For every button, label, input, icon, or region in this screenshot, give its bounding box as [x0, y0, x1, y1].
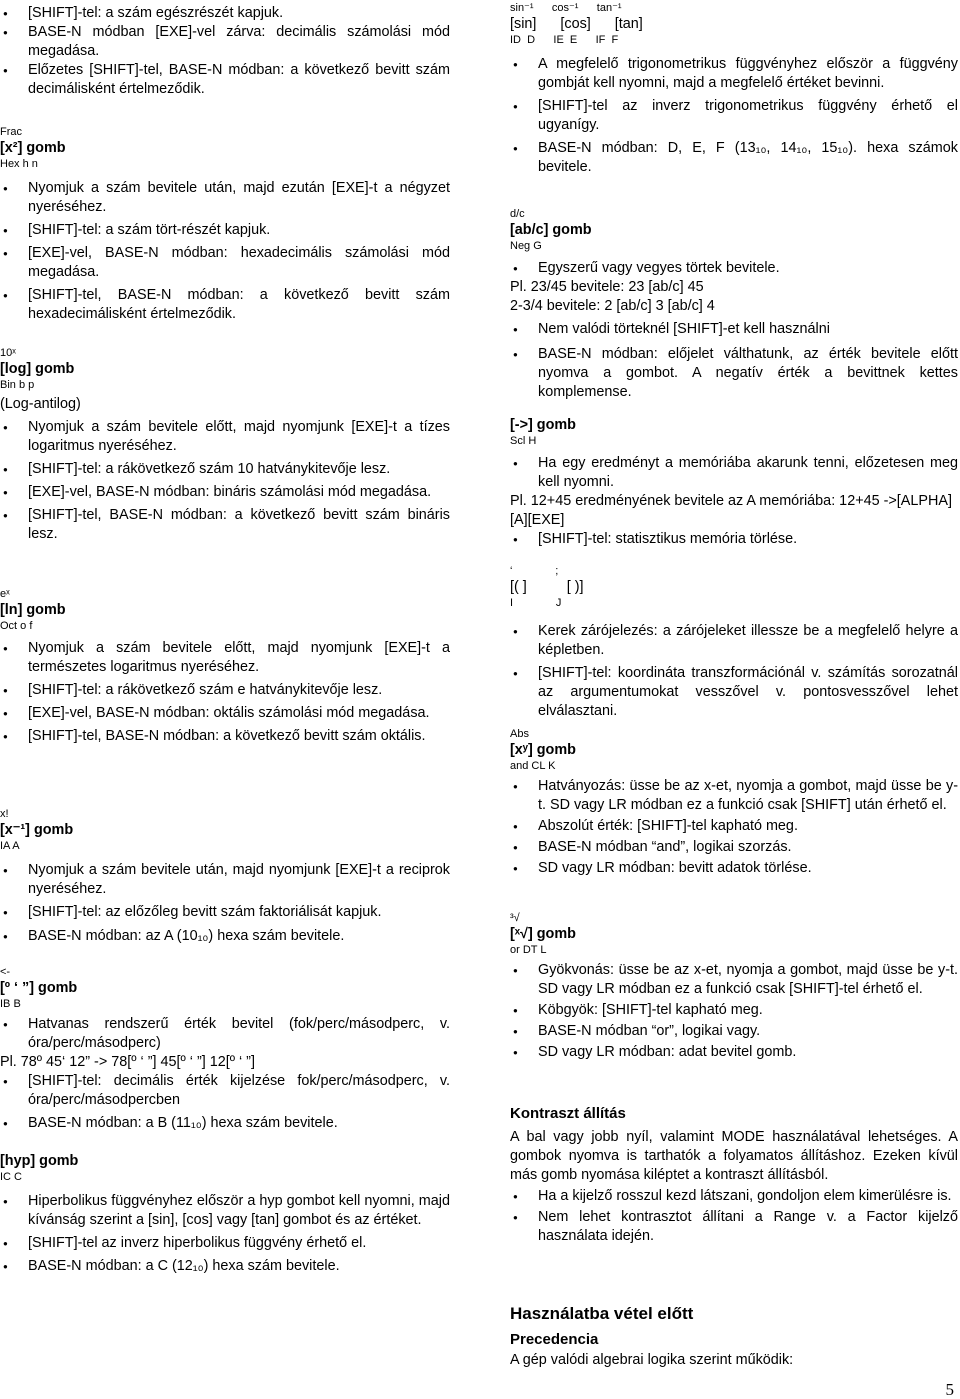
key-shift-label: <-: [0, 966, 11, 978]
degree-list-2: [0, 1072, 450, 1133]
list-item: ● SD vagy LR módban: adat bevitel gomb.: [510, 1043, 958, 1062]
root-list: [510, 961, 958, 1062]
list-item: ● BASE-N módban “and”, logikai szorzás.: [510, 838, 958, 857]
key-title: [xʸ] gomb: [510, 742, 576, 758]
list-item: ● Hatvanas rendszerű érték bevitel (fok/perc/másodperc, v. óra/perc/másodperc): [0, 1015, 450, 1053]
list-item: ● BASE-N módban: előjelet válthatunk, az érték bevitele előtt nyomva a gombot. A negatív érték a bevittnek kettes komplemense.: [510, 345, 958, 402]
list-item: ● Hiperbolikus függvényhez először a hyp gombot kell nyomni, majd kívánság szerint a [sin], [cos] vagy [tan] gombot és az értéket.: [0, 1192, 450, 1230]
key-shift-label: ³√: [510, 912, 520, 924]
list-item: ● Nyomjuk a szám bevitele előtt, majd nyomjunk [EXE]-t a tízes logaritmus nyeréséhez.: [0, 418, 450, 456]
section-subheading: Precedencia: [510, 1331, 599, 1348]
list-item: ● Előzetes [SHIFT]-tel, BASE-N módban: a következő bevitt szám decimálisként értelmeződik.: [0, 61, 450, 99]
trig-list: [510, 55, 958, 177]
list-item: ● Nyomjuk a szám bevitele után, majd nyomjunk [EXE]-t a reciprok nyeréséhez.: [0, 861, 450, 899]
list-item: ● BASE-N módban: D, E, F (13₁₀, 14₁₀, 15₁₀). hexa számok bevitele.: [510, 139, 958, 177]
list-item: ● [SHIFT]-tel: az előzőleg bevitt szám faktoriálisát kapjuk.: [0, 903, 450, 922]
list-item: ● Abszolút érték: [SHIFT]-tel kapható meg.: [510, 817, 958, 836]
list-item: ● BASE-N módban: a C (12₁₀) hexa szám bevitele.: [0, 1257, 450, 1276]
key-alpha-label: IB B: [0, 998, 21, 1010]
key-alpha-label: Scl H: [510, 435, 537, 447]
key-shift-label: Frac: [0, 126, 22, 138]
key-shift-label: sin⁻¹ cos⁻¹ tan⁻¹: [510, 2, 622, 14]
power-section: [510, 728, 958, 878]
usage-section: [510, 1304, 958, 1370]
key-alpha-label: IA A: [0, 840, 20, 852]
example-text: Pl. 23/45 bevitele: 23 [ab/c] 45: [510, 279, 704, 295]
list-item: ● Gyökvonás: üsse be az x-et, nyomja a gombot, majd üsse be y-t. SD vagy LR módban ez a funkció csak [SHIFT]-tel érhető el.: [510, 961, 958, 999]
list-item: ● [EXE]-vel, BASE-N módban: hexadecimális számolási mód megadása.: [0, 244, 450, 282]
ln-section: [0, 588, 450, 746]
list-item: ● [SHIFT]-tel, BASE-N módban: a következő bevitt szám oktális.: [0, 727, 450, 746]
list-item: ● [SHIFT]-tel: decimális érték kijelzése fok/perc/másodperc, v. óra/perc/másodpercben: [0, 1072, 450, 1110]
list-item: ● Nem lehet kontrasztot állítani a Range v. a Factor kijelző használata idején.: [510, 1208, 958, 1246]
fraction-list: [510, 259, 958, 278]
log-list: [0, 418, 450, 544]
list-item: ● [SHIFT]-tel, BASE-N módban: a következő bevitt szám hexadecimálisként értelmeződik.: [0, 286, 450, 324]
key-title: [hyp] gomb: [0, 1153, 79, 1169]
list-item: ● [SHIFT]-tel az inverz trigonometrikus függvény érhető el ugyanígy.: [510, 97, 958, 135]
root-section: [510, 912, 958, 1062]
arrow-list-2: [510, 530, 958, 549]
list-item: ● Egyszerű vagy vegyes törtek bevitele.: [510, 259, 958, 278]
key-title: [log] gomb: [0, 361, 75, 377]
list-item: ● BASE-N módban: az A (10₁₀) hexa szám bevitele.: [0, 927, 450, 946]
list-item: ● Nyomjuk a szám bevitele előtt, majd nyomjunk [EXE]-t a természetes logaritmus nyeréséhez.: [0, 639, 450, 677]
frac-list: [0, 179, 450, 324]
key-alpha-label: ID D IE E IF F: [510, 34, 619, 46]
log-section: [0, 347, 450, 544]
degree-section: [0, 966, 450, 1133]
list-item: ● [EXE]-vel, BASE-N módban: oktális számolási mód megadása.: [0, 704, 450, 723]
example-text: Pl. 12+45 eredményének bevitele az A memóriába: 12+45 ->[ALPHA][A][EXE]: [510, 493, 952, 528]
key-shift-label: d/c: [510, 208, 525, 220]
fraction-list-2: [510, 320, 958, 402]
key-title: [ab/c] gomb: [510, 222, 592, 238]
list-item: ● [SHIFT]-tel: a rákövetkező szám 10 hatványkitevője lesz.: [0, 460, 450, 479]
key-title: [ˣ√] gomb: [510, 926, 576, 942]
list-item: ● Hatványozás: üsse be az x-et, nyomja a gombot, majd üsse be y-t. SD vagy LR módban ez a funkció csak [SHIFT] után érhető el.: [510, 777, 958, 815]
list-item: ● Köbgyök: [SHIFT]-tel kapható meg.: [510, 1001, 958, 1020]
key-title: [ln] gomb: [0, 602, 66, 618]
page-number: 5: [945, 1380, 954, 1399]
list-item: ● [SHIFT]-tel: statisztikus memória törlése.: [510, 530, 958, 549]
section-paragraph: A gép valódi algebrai logika szerint működik:: [510, 1352, 794, 1368]
example-text: Pl. 78º 45‘ 12” -> 78[º ‘ ”] 45[º ‘ ”] 12[º ‘ ”]: [0, 1054, 255, 1070]
list-item: ● BASE-N módban [EXE]-vel zárva: decimális számolási mód megadása.: [0, 23, 450, 61]
list-item: ● BASE-N módban “or”, logikai vagy.: [510, 1022, 958, 1041]
list-item: ● Kerek zárójelezés: a zárójeleket illessze be a megfelelő helyre a képletben.: [510, 622, 958, 660]
power-list: [510, 777, 958, 878]
key-shift-label: eˣ: [0, 588, 10, 600]
fraction-key-section: [510, 208, 958, 402]
degree-list: [0, 1015, 450, 1053]
key-alpha-label: Hex h n: [0, 158, 38, 170]
list-item: ● [SHIFT]-tel: a szám egészrészét kapjuk.: [0, 4, 450, 23]
key-alpha-label: or DT L: [510, 944, 547, 956]
list-item: ● A megfelelő trigonometrikus függvényhez először a függvény gombját kell nyomni, majd a megfelelő értéket bevinni.: [510, 55, 958, 93]
hyp-section: [0, 1152, 450, 1276]
trig-section: [510, 2, 958, 177]
key-shift-label: 10ˣ: [0, 347, 16, 359]
key-alpha-label: Oct o f: [0, 620, 33, 632]
key-title: [( ] [ )]: [510, 579, 584, 595]
paren-list: [510, 622, 958, 721]
list-item: ● [SHIFT]-tel: a rákövetkező szám e hatványkitevője lesz.: [0, 681, 450, 700]
list-item: ● [SHIFT]-tel: a szám tört-részét kapjuk.: [0, 221, 450, 240]
paren-section: [510, 565, 958, 721]
key-alpha-label: and CL K: [510, 760, 556, 772]
key-title: [x²] gomb: [0, 140, 66, 156]
contrast-section: [510, 1104, 958, 1246]
key-alpha-label: IC C: [0, 1171, 22, 1183]
ln-list: [0, 639, 450, 746]
list-item: ● BASE-N módban: a B (11₁₀) hexa szám bevitele.: [0, 1114, 450, 1133]
inverse-section: [0, 808, 450, 946]
list-item: ● Ha a kijelző rosszul kezd látszani, gondoljon elem kimerülésre is.: [510, 1187, 958, 1206]
arrow-list: [510, 454, 958, 492]
key-shift-label: Abs: [510, 728, 529, 740]
key-shift-label: ‘ ;: [510, 565, 559, 577]
list-item: ● [SHIFT]-tel, BASE-N módban: a következő bevitt szám bináris lesz.: [0, 506, 450, 544]
list-item: ● SD vagy LR módban: bevitt adatok törlése.: [510, 859, 958, 878]
inverse-list: [0, 861, 450, 946]
section-heading: Használatba vétel előtt: [510, 1304, 694, 1323]
section-subtitle: (Log-antilog): [0, 396, 81, 412]
top-list: [0, 4, 450, 99]
list-item: ● [SHIFT]-tel: koordináta transzformációnál v. számítás sorozatnál az argumentumokat vesszővel v. pontosvesszővel lehet elválasztani.: [510, 664, 958, 721]
hyp-list: [0, 1192, 450, 1276]
key-shift-label: x!: [0, 808, 9, 820]
frac-section: [0, 126, 450, 324]
key-alpha-label: Neg G: [510, 240, 542, 252]
list-item: ● Ha egy eredményt a memóriába akarunk tenni, előzetesen meg kell nyomni.: [510, 454, 958, 492]
list-item: ● Nem valódi törteknél [SHIFT]-et kell használni: [510, 320, 958, 339]
key-title: [sin] [cos] [tan]: [510, 16, 643, 32]
key-title: [x⁻¹] gomb: [0, 822, 74, 838]
list-item: ● [SHIFT]-tel az inverz hiperbolikus függvény érhető el.: [0, 1234, 450, 1253]
list-item: ● [EXE]-vel, BASE-N módban: bináris számolási mód megadása.: [0, 483, 450, 502]
key-title: [º ‘ ”] gomb: [0, 980, 78, 996]
key-alpha-label: I J: [510, 597, 562, 609]
key-title: [->] gomb: [510, 417, 576, 433]
section-heading: Kontraszt állítás: [510, 1105, 626, 1122]
section-paragraph: A bal vagy jobb nyíl, valamint MODE használatával lehetséges. A gombok nyomva is tarthatók a folyamatos állításhoz. Ezeken kívül más gomb nyomása kiléptet a kontraszt állításból.: [510, 1129, 958, 1183]
key-alpha-label: Bin b p: [0, 379, 35, 391]
contrast-list: [510, 1187, 958, 1246]
top-list-block: [0, 4, 450, 99]
arrow-section: [510, 416, 958, 549]
example-text: 2-3/4 bevitele: 2 [ab/c] 3 [ab/c] 4: [510, 298, 715, 314]
list-item: ● Nyomjuk a szám bevitele után, majd ezután [EXE]-t a négyzet nyeréséhez.: [0, 179, 450, 217]
